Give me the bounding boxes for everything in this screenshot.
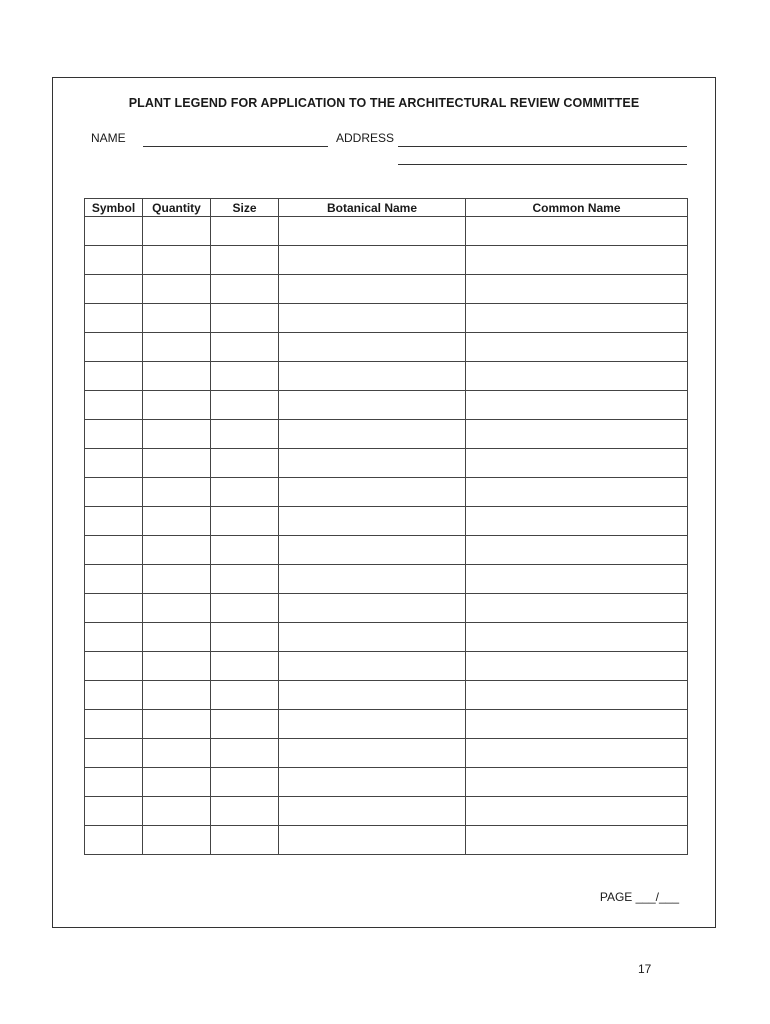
- cell-size[interactable]: [211, 768, 279, 797]
- cell-botanical-name[interactable]: [279, 623, 466, 652]
- page-number: 17: [638, 962, 652, 976]
- cell-common-name[interactable]: [466, 246, 688, 275]
- table-row: [85, 710, 688, 739]
- table-row: [85, 246, 688, 275]
- cell-symbol[interactable]: [85, 826, 143, 855]
- cell-common-name[interactable]: [466, 594, 688, 623]
- cell-common-name[interactable]: [466, 681, 688, 710]
- cell-symbol[interactable]: [85, 420, 143, 449]
- cell-symbol[interactable]: [85, 768, 143, 797]
- cell-botanical-name[interactable]: [279, 304, 466, 333]
- cell-size[interactable]: [211, 333, 279, 362]
- cell-size[interactable]: [211, 797, 279, 826]
- table-row: [85, 768, 688, 797]
- cell-quantity[interactable]: [143, 449, 211, 478]
- table-row: [85, 623, 688, 652]
- cell-size[interactable]: [211, 420, 279, 449]
- cell-common-name[interactable]: [466, 449, 688, 478]
- cell-size[interactable]: [211, 478, 279, 507]
- column-header-common-name: Common Name: [466, 199, 688, 217]
- cell-symbol[interactable]: [85, 304, 143, 333]
- cell-botanical-name[interactable]: [279, 536, 466, 565]
- cell-symbol[interactable]: [85, 275, 143, 304]
- cell-quantity[interactable]: [143, 797, 211, 826]
- cell-size[interactable]: [211, 710, 279, 739]
- cell-quantity[interactable]: [143, 507, 211, 536]
- table-row: [85, 275, 688, 304]
- cell-size[interactable]: [211, 681, 279, 710]
- table-body: [85, 217, 688, 855]
- cell-botanical-name[interactable]: [279, 826, 466, 855]
- cell-common-name[interactable]: [466, 739, 688, 768]
- cell-symbol[interactable]: [85, 797, 143, 826]
- cell-quantity[interactable]: [143, 594, 211, 623]
- cell-common-name[interactable]: [466, 507, 688, 536]
- cell-quantity[interactable]: [143, 826, 211, 855]
- cell-symbol[interactable]: [85, 478, 143, 507]
- cell-size[interactable]: [211, 739, 279, 768]
- table-row: [85, 217, 688, 246]
- cell-size[interactable]: [211, 623, 279, 652]
- cell-quantity[interactable]: [143, 420, 211, 449]
- cell-size[interactable]: [211, 304, 279, 333]
- cell-symbol[interactable]: [85, 652, 143, 681]
- cell-botanical-name[interactable]: [279, 797, 466, 826]
- cell-common-name[interactable]: [466, 826, 688, 855]
- table-row: [85, 681, 688, 710]
- table-header-row: [85, 199, 688, 217]
- cell-symbol[interactable]: [85, 710, 143, 739]
- page-count-label: PAGE ___/___: [599, 890, 679, 904]
- cell-common-name[interactable]: [466, 565, 688, 594]
- cell-botanical-name[interactable]: [279, 681, 466, 710]
- form-title: PLANT LEGEND FOR APPLICATION TO THE ARCHITECTURAL REVIEW COMMITTEE: [128, 96, 640, 110]
- cell-common-name[interactable]: [466, 217, 688, 246]
- table-row: [85, 797, 688, 826]
- cell-size[interactable]: [211, 536, 279, 565]
- cell-common-name[interactable]: [466, 362, 688, 391]
- cell-symbol[interactable]: [85, 739, 143, 768]
- cell-quantity[interactable]: [143, 652, 211, 681]
- cell-botanical-name[interactable]: [279, 652, 466, 681]
- cell-botanical-name[interactable]: [279, 391, 466, 420]
- cell-common-name[interactable]: [466, 652, 688, 681]
- cell-quantity[interactable]: [143, 275, 211, 304]
- cell-common-name[interactable]: [466, 768, 688, 797]
- plant-legend-table: [84, 198, 688, 855]
- cell-common-name[interactable]: [466, 536, 688, 565]
- cell-quantity[interactable]: [143, 710, 211, 739]
- table-row: [85, 333, 688, 362]
- column-header-size: Size: [211, 199, 279, 217]
- cell-quantity[interactable]: [143, 536, 211, 565]
- column-header-quantity: Quantity: [143, 199, 211, 217]
- cell-quantity[interactable]: [143, 768, 211, 797]
- table-row: [85, 478, 688, 507]
- cell-quantity[interactable]: [143, 623, 211, 652]
- table-row: [85, 362, 688, 391]
- address-field-line-1[interactable]: [398, 146, 687, 147]
- cell-symbol[interactable]: [85, 681, 143, 710]
- cell-botanical-name[interactable]: [279, 420, 466, 449]
- cell-common-name[interactable]: [466, 391, 688, 420]
- cell-botanical-name[interactable]: [279, 710, 466, 739]
- cell-symbol[interactable]: [85, 565, 143, 594]
- cell-symbol[interactable]: [85, 246, 143, 275]
- cell-symbol[interactable]: [85, 391, 143, 420]
- address-label: ADDRESS: [336, 131, 395, 145]
- cell-common-name[interactable]: [466, 275, 688, 304]
- cell-symbol[interactable]: [85, 449, 143, 478]
- cell-botanical-name[interactable]: [279, 768, 466, 797]
- cell-size[interactable]: [211, 826, 279, 855]
- table-row: [85, 449, 688, 478]
- cell-botanical-name[interactable]: [279, 217, 466, 246]
- name-field[interactable]: [143, 146, 328, 147]
- table-row: [85, 565, 688, 594]
- cell-quantity[interactable]: [143, 565, 211, 594]
- cell-size[interactable]: [211, 362, 279, 391]
- cell-botanical-name[interactable]: [279, 507, 466, 536]
- cell-common-name[interactable]: [466, 478, 688, 507]
- table-row: [85, 420, 688, 449]
- cell-quantity[interactable]: [143, 739, 211, 768]
- cell-symbol[interactable]: [85, 362, 143, 391]
- column-header-symbol: Symbol: [85, 199, 143, 217]
- table-row: [85, 739, 688, 768]
- cell-botanical-name[interactable]: [279, 449, 466, 478]
- cell-common-name[interactable]: [466, 797, 688, 826]
- form-frame: [52, 77, 716, 928]
- cell-common-name[interactable]: [466, 333, 688, 362]
- cell-quantity[interactable]: [143, 478, 211, 507]
- table-row: [85, 594, 688, 623]
- table-row: [85, 507, 688, 536]
- cell-symbol[interactable]: [85, 536, 143, 565]
- cell-botanical-name[interactable]: [279, 594, 466, 623]
- cell-size[interactable]: [211, 449, 279, 478]
- cell-common-name[interactable]: [466, 304, 688, 333]
- cell-quantity[interactable]: [143, 681, 211, 710]
- cell-size[interactable]: [211, 246, 279, 275]
- cell-size[interactable]: [211, 217, 279, 246]
- table-row: [85, 304, 688, 333]
- cell-symbol[interactable]: [85, 507, 143, 536]
- cell-botanical-name[interactable]: [279, 478, 466, 507]
- table-row: [85, 391, 688, 420]
- cell-quantity[interactable]: [143, 304, 211, 333]
- cell-size[interactable]: [211, 565, 279, 594]
- cell-botanical-name[interactable]: [279, 565, 466, 594]
- cell-symbol[interactable]: [85, 333, 143, 362]
- cell-size[interactable]: [211, 652, 279, 681]
- cell-size[interactable]: [211, 391, 279, 420]
- cell-botanical-name[interactable]: [279, 362, 466, 391]
- table-row: [85, 652, 688, 681]
- cell-common-name[interactable]: [466, 710, 688, 739]
- cell-common-name[interactable]: [466, 623, 688, 652]
- name-label: NAME: [91, 131, 126, 145]
- cell-symbol[interactable]: [85, 623, 143, 652]
- column-header-botanical-name: Botanical Name: [279, 199, 466, 217]
- cell-quantity[interactable]: [143, 246, 211, 275]
- cell-botanical-name[interactable]: [279, 739, 466, 768]
- cell-symbol[interactable]: [85, 594, 143, 623]
- cell-quantity[interactable]: [143, 333, 211, 362]
- cell-common-name[interactable]: [466, 420, 688, 449]
- cell-size[interactable]: [211, 507, 279, 536]
- cell-quantity[interactable]: [143, 362, 211, 391]
- table-row: [85, 826, 688, 855]
- cell-quantity[interactable]: [143, 391, 211, 420]
- cell-symbol[interactable]: [85, 217, 143, 246]
- cell-size[interactable]: [211, 594, 279, 623]
- address-field-line-2[interactable]: [398, 164, 687, 165]
- cell-botanical-name[interactable]: [279, 333, 466, 362]
- cell-quantity[interactable]: [143, 217, 211, 246]
- cell-botanical-name[interactable]: [279, 275, 466, 304]
- cell-size[interactable]: [211, 275, 279, 304]
- cell-botanical-name[interactable]: [279, 246, 466, 275]
- table-row: [85, 536, 688, 565]
